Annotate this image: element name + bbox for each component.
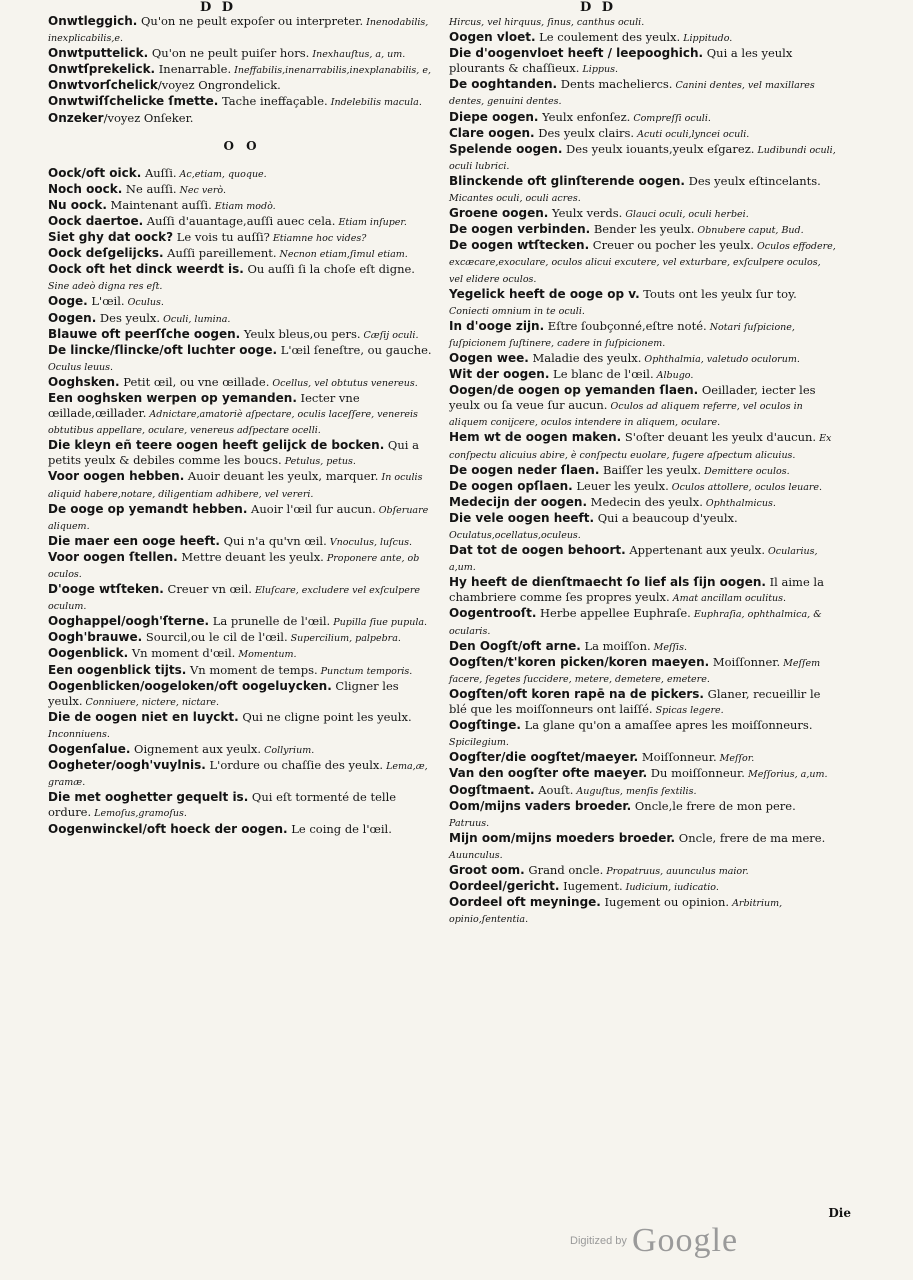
french-gloss: Appertenant aux yeulx. <box>625 543 765 558</box>
dictionary-entry <box>449 718 837 750</box>
dictionary-entry <box>449 77 837 109</box>
latin-gloss: Collyrium. <box>261 745 315 757</box>
headword: Siet ghy dat oock? <box>48 230 174 245</box>
headword: Oogenwinckel/oft hoeck der oogen. <box>48 821 288 836</box>
french-gloss: Touts ont les yeulx ſur toy. <box>639 286 797 301</box>
headword: Voor oogen ſtellen. <box>48 549 178 564</box>
french-gloss: Ou auſſi ſi la choſe eſt digne. <box>243 262 415 277</box>
latin-gloss: Lippitudo. <box>680 33 733 45</box>
french-gloss: La glane qu'on a amaſſee apres les moiſſonneurs. <box>520 718 813 733</box>
dictionary-entry <box>48 62 436 78</box>
latin-gloss: Micantes oculi, oculi acres. <box>449 193 581 205</box>
dictionary-entry <box>48 182 436 198</box>
french-gloss: L'ordure ou chaſſie des yeulx. <box>205 758 384 773</box>
latin-gloss: Ophthalmicus. <box>702 497 776 509</box>
latin-gloss: Demittere oculos. <box>701 465 790 477</box>
french-gloss: /voyez Ongrondelick. <box>157 78 281 93</box>
headword: Van den oogſter ofte maeyer. <box>449 766 648 781</box>
headword: Die met ooghetter gequelt is. <box>48 790 249 805</box>
french-gloss: Qui a les yeulx plourants & chaſſieux. <box>449 46 793 76</box>
french-gloss: Yeulx bleus,ou pers. <box>240 326 361 341</box>
headword: Die vele oogen heeft. <box>449 510 595 525</box>
dictionary-entry <box>48 294 436 310</box>
french-gloss: Qui a beaucoup d'yeulx. <box>594 510 738 525</box>
headword: Diepe oogen. <box>449 109 539 124</box>
french-gloss: S'oſter deuant les yeulx d'aucun. <box>621 430 817 445</box>
latin-gloss: Spicilegium. <box>449 737 509 749</box>
latin-gloss: Etiamne hoc vides? <box>269 233 367 245</box>
french-gloss: Yeulx enfonſez. <box>538 109 631 124</box>
dictionary-entry <box>449 430 837 462</box>
french-gloss: Auſſi d'auantage,auſſi auec cela. <box>143 213 336 228</box>
left-column <box>48 14 436 838</box>
latin-gloss: Glauci oculi, oculi herbei. <box>622 209 749 221</box>
headword: Die d'oogenvloet heeft / leepooghich. <box>449 46 704 61</box>
headword: Oogen wee. <box>449 350 529 365</box>
french-gloss: Le coulement des yeulx. <box>535 30 681 45</box>
latin-gloss: Ludibundi oculi, oculi lubrici. <box>449 144 836 172</box>
headword: Oordeel oft meyninge. <box>449 895 601 910</box>
latin-gloss: Momentum. <box>235 649 297 661</box>
french-gloss: Creuer vn œil. <box>163 582 252 597</box>
latin-gloss: Necnon etiam,ſimul etiam. <box>276 249 408 261</box>
headword: Wit der oogen. <box>449 367 550 382</box>
latin-gloss: Vnoculus, luſcus. <box>326 536 412 548</box>
digitized-watermark <box>570 1222 738 1260</box>
latin-gloss: Meſſem facere, ſegetes ſuccidere, metere, demetere, emetere. <box>449 657 821 685</box>
latin-gloss: Acuti oculi,lyncei oculi. <box>634 128 750 140</box>
latin-gloss: Adnictare,amatoriè aſpectare, oculis laceſſere, venereis obtutibus appellare, oculare, venereus adſpectare ocelli. <box>48 409 418 437</box>
dictionary-entry <box>449 575 837 606</box>
headword: De oogen wtſtecken. <box>449 238 590 253</box>
latin-gloss: Nec verò. <box>176 184 226 196</box>
dictionary-entry <box>48 311 436 327</box>
latin-gloss: Etiam inſuper. <box>335 216 407 228</box>
latin-gloss: Sine adeò digna res eſt. <box>48 281 163 293</box>
latin-gloss: Etiam modò. <box>211 200 276 212</box>
headword: Medecijn der oogen. <box>449 494 588 509</box>
latin-gloss: Coniecti omnium in te oculi. <box>449 305 585 317</box>
dictionary-entry <box>449 495 837 511</box>
headword: Ooge. <box>48 294 88 309</box>
latin-gloss: Oculi, lumina. <box>160 313 231 325</box>
french-gloss: Qu'on ne peult expoſer ou interpreter. <box>137 14 364 28</box>
dictionary-entry <box>449 687 837 718</box>
headword: Oogentrooſt. <box>449 606 537 621</box>
headword: De ooghtanden. <box>449 77 558 92</box>
dictionary-entry <box>48 246 436 262</box>
headword: Spelende oogen. <box>449 141 563 156</box>
headword: Hy heeft de dienſtmaecht ſo lief als ſijn oogen. <box>449 575 766 590</box>
dictionary-entry <box>48 710 436 742</box>
dictionary-entry <box>449 126 837 142</box>
dictionary-entry <box>48 742 436 758</box>
headword: Groene oogen. <box>449 206 549 221</box>
headword: Oock deſgelijcks. <box>48 246 164 261</box>
headword: Onwtvorſchelick <box>48 78 158 93</box>
headword: De oogen verbinden. <box>449 222 591 237</box>
headword: Nu oock. <box>48 197 107 212</box>
french-gloss: Le coing de l'œil. <box>287 821 392 836</box>
dictionary-entry <box>48 438 436 469</box>
french-gloss: Baiſſer les yeulx. <box>599 462 702 477</box>
french-gloss: Oignement aux yeulx. <box>130 742 262 757</box>
latin-gloss: Auguſtus, menſis ſextilis. <box>573 785 697 797</box>
dictionary-entry <box>449 606 837 638</box>
dictionary-entry <box>48 46 436 62</box>
french-gloss: Qui eſt tormenté de telle ordure. <box>48 790 397 820</box>
headword: D'ooge wtſteken. <box>48 582 164 597</box>
dictionary-entry <box>48 630 436 646</box>
dictionary-entry <box>449 367 837 383</box>
headword: De lincke/ſlincke/oft luchter ooge. <box>48 342 278 357</box>
dictionary-entry <box>449 174 837 206</box>
dictionary-entry <box>449 766 837 782</box>
latin-gloss: Obnubere caput, Bud. <box>694 225 804 237</box>
latin-gloss: Supercilium, palpebra. <box>287 633 401 645</box>
dictionary-entry <box>449 655 837 687</box>
latin-gloss: Pupilla ſiue pupula. <box>330 617 428 629</box>
latin-gloss: Inconniuens. <box>48 728 110 740</box>
latin-gloss: Meſſor. <box>716 753 755 765</box>
french-gloss: Creuer ou pocher les yeulx. <box>589 238 754 253</box>
latin-gloss: Petulus, petus. <box>281 456 356 468</box>
dictionary-entry <box>48 198 436 214</box>
dictionary-entry <box>48 646 436 662</box>
french-gloss: Oeillader, iecter les yeulx ou ſa veue ſur aucun. <box>449 383 816 413</box>
headword: De oogen neder ſlaen. <box>449 462 600 477</box>
dictionary-entry <box>449 831 837 863</box>
headword: Oom/mijns vaders broeder. <box>449 798 632 813</box>
headword: Oordeel/gericht. <box>449 879 560 894</box>
french-gloss: Iugement ou opinion. <box>600 895 730 910</box>
dictionary-entry <box>449 895 837 927</box>
french-gloss: L'œil. <box>87 294 125 309</box>
french-gloss: Iugement. <box>559 879 623 894</box>
dictionary-entry <box>449 319 837 351</box>
latin-gloss: In oculis aliquid habere,notare, diligentiam adhibere, vel vereri. <box>48 472 423 500</box>
french-gloss: Cligner les yeulx. <box>48 678 399 708</box>
headword: Oogſtmaent. <box>449 782 535 797</box>
dictionary-entry <box>48 758 436 790</box>
french-gloss: Qui ne cligne point les yeulx. <box>238 709 412 724</box>
french-gloss: Vn moment de temps. <box>186 662 318 677</box>
dictionary-entry <box>48 94 436 110</box>
dictionary-entry <box>48 822 436 838</box>
french-gloss: Le blanc de l'œil. <box>549 367 654 382</box>
headword: Hem wt de oogen maken. <box>449 430 622 445</box>
latin-gloss: Compreſſi oculi. <box>630 112 711 124</box>
latin-gloss: Oculos attollere, oculos leuare. <box>668 481 823 493</box>
headword: Oogenblick. <box>48 646 129 661</box>
latin-gloss: Ophthalmia, valetudo oculorum. <box>641 353 800 365</box>
latin-gloss: Meſſis. <box>650 641 687 653</box>
latin-gloss: Inenodabilis, inexplicabilis,e. <box>48 17 429 45</box>
french-gloss: Moiſſonneur. <box>638 750 717 765</box>
headword: Oogſten/oft koren rapē na de pickers. <box>449 686 704 701</box>
headword: Den Oogſt/oft arne. <box>449 638 581 653</box>
headword: Oogenſalue. <box>48 742 131 757</box>
latin-gloss: Arbitrium, opinio,ſententia. <box>449 898 783 926</box>
dictionary-entry <box>449 142 837 174</box>
running-header-left: D D <box>200 0 237 15</box>
dictionary-entry <box>48 550 436 582</box>
latin-gloss: Ex conſpectu alicuius abire, è conſpectu euolare, fugere aſpectum alicuius. <box>449 433 832 461</box>
dictionary-entry <box>449 783 837 799</box>
french-gloss: Auoir deuant les yeulx, marquer. <box>184 469 379 484</box>
dictionary-entry <box>449 799 837 831</box>
french-gloss: Tache ineffaçable. <box>218 94 328 109</box>
dictionary-entry <box>449 479 837 495</box>
latin-gloss: Hircus, vel hirquus, ſinus, canthus oculi. <box>449 17 645 28</box>
french-gloss: Des yeulx clairs. <box>534 125 635 140</box>
french-gloss: Le vois tu auſſi? <box>173 230 270 245</box>
watermark-prefix: Digitized by <box>570 1235 627 1247</box>
latin-gloss: Auunculus. <box>449 849 503 861</box>
latin-gloss: Ocellus, vel obtutus venereus. <box>269 377 418 389</box>
latin-gloss: Punctum temporis. <box>317 665 413 677</box>
french-gloss: Des yeulx eſtincelants. <box>684 173 821 188</box>
latin-gloss: Canini dentes, vel maxillares dentes, genuini dentes. <box>449 80 815 108</box>
headword: Voor oogen hebben. <box>48 469 185 484</box>
latin-gloss: Patruus. <box>449 817 490 829</box>
french-gloss: Leuer les yeulx. <box>572 478 669 493</box>
headword: Onwtputtelick. <box>48 46 149 61</box>
dictionary-entry <box>48 469 436 501</box>
headword: Oogſten/t'koren picken/koren maeyen. <box>449 654 710 669</box>
headword: Oogh'brauwe. <box>48 630 143 645</box>
french-gloss: Oncle,le frere de mon pere. <box>631 798 796 813</box>
french-gloss: Il aime la chambriere comme ſes propres yeulx. <box>449 575 824 605</box>
headword: Clare oogen. <box>449 125 535 140</box>
headword: Onwtwiſſchelicke ſmette. <box>48 94 219 109</box>
french-gloss: Petit œil, ou vne œillade. <box>119 374 270 389</box>
latin-gloss: Ac,etiam, quoque. <box>176 168 267 180</box>
section-marker: O O <box>223 138 261 153</box>
headword: Onwtleggich. <box>48 14 138 28</box>
french-gloss: Maintenant auſſi. <box>106 197 212 212</box>
french-gloss: Mettre deuant les yeulx. <box>177 549 324 564</box>
latin-gloss: Cæſij oculi. <box>360 329 419 341</box>
dictionary-entry <box>449 463 837 479</box>
french-gloss: La prunelle de l'œil. <box>209 614 331 629</box>
dictionary-entry <box>449 863 837 879</box>
french-gloss: Maladie des yeulx. <box>528 350 642 365</box>
dictionary-entry <box>449 543 837 575</box>
french-gloss: Auſſi. <box>141 165 177 180</box>
french-gloss: Eſtre ſoubçonné,eſtre noté. <box>544 318 707 333</box>
latin-gloss: Inexhauſtus, a, um. <box>309 49 406 61</box>
latin-gloss: Oculatus,ocellatus,oculeus. <box>449 530 581 541</box>
french-gloss: Aouſt. <box>534 782 574 797</box>
french-gloss: La moiſſon. <box>580 638 651 653</box>
dictionary-entry <box>449 14 837 30</box>
dictionary-entry <box>48 582 436 614</box>
latin-gloss: Notari ſuſpicione, ſuſpicionem ſuſtinere, cadere in ſuſpicionem. <box>449 321 795 349</box>
dictionary-entry <box>449 110 837 126</box>
headword: Ooghappel/oogh'ſterne. <box>48 614 210 629</box>
french-gloss: Dents macheliercs. <box>557 77 673 92</box>
dictionary-entry <box>48 343 436 375</box>
latin-gloss: Lema,æ, gramæ. <box>48 761 428 789</box>
dictionary-entry <box>449 511 837 543</box>
headword: Ooghsken. <box>48 374 120 389</box>
headword: Yegelick heeft de ooge op v. <box>449 286 640 301</box>
headword: Een oogenblick tijts. <box>48 662 187 677</box>
dictionary-entry <box>48 230 436 246</box>
headword: Een ooghsken werpen op yemanden. <box>48 390 297 405</box>
latin-gloss: Lippus. <box>579 64 618 76</box>
dictionary-entry <box>449 383 837 430</box>
french-gloss: Qui a petits yeulx & debiles comme les boucs. <box>48 438 419 468</box>
latin-gloss: Oculos effodere, excæcare,exoculare, oculos alicui excutere, vel exturbare, exſculpere oculos, vel elidere oculos. <box>449 241 836 285</box>
dictionary-entry <box>449 206 837 222</box>
french-gloss: Du moiſſonneur. <box>647 766 745 781</box>
dictionary-entry <box>449 287 837 319</box>
headword: Oock daertoe. <box>48 213 144 228</box>
headword: Oogen/de oogen op yemanden ſlaen. <box>449 383 699 398</box>
latin-gloss: Oculus. <box>124 297 164 309</box>
dictionary-entry <box>48 679 436 710</box>
french-gloss: Ne auſſi. <box>122 181 177 196</box>
french-gloss: L'œil ſeneſtre, ou gauche. <box>277 342 432 357</box>
dictionary-entry <box>48 111 436 127</box>
latin-gloss: Indelebilis macula. <box>327 97 422 109</box>
french-gloss: /voyez Onſeker. <box>103 110 194 125</box>
dictionary-entry <box>48 166 436 182</box>
latin-gloss: Ineffabilis,inenarrabilis,inexplanabilis, e, <box>231 65 431 77</box>
headword: Noch oock. <box>48 181 123 196</box>
catchword: Die <box>828 1206 851 1220</box>
latin-gloss: Spicas legere. <box>652 705 724 717</box>
latin-gloss: Eluſcare, excludere vel exſculpere oculum. <box>48 585 420 613</box>
dictionary-entry <box>48 391 436 438</box>
french-gloss: Des yeulx. <box>96 310 161 325</box>
latin-gloss: Meſſorius, a,um. <box>744 769 828 781</box>
dictionary-entry <box>48 663 436 679</box>
google-logo: Google <box>631 1222 739 1259</box>
headword: Mijn oom/mijns moeders broeder. <box>449 830 676 845</box>
dictionary-entry <box>48 375 436 391</box>
right-column <box>449 14 837 927</box>
headword: Oogſter/die oogſtet/maeyer. <box>449 750 639 765</box>
dictionary-entry <box>48 327 436 343</box>
french-gloss: Des yeulx iouants,yeulx eſgarez. <box>562 141 755 156</box>
latin-gloss: Amat ancillam oculitus. <box>669 593 787 605</box>
headword: Oock/oft oick. <box>48 165 142 180</box>
latin-gloss: Proponere ante, ob oculos. <box>48 552 420 580</box>
latin-gloss: Conniuere, nictere, nictare. <box>82 696 220 708</box>
headword: Groot oom. <box>449 862 525 877</box>
headword: Die de oogen niet en luyckt. <box>48 709 239 724</box>
dictionary-entry <box>48 502 436 534</box>
latin-gloss: Propatruus, auunculus maior. <box>603 865 749 877</box>
french-gloss: Grand oncle. <box>524 862 604 877</box>
headword: Oock oft het dinck weerdt is. <box>48 262 244 277</box>
dictionary-entry <box>48 262 436 294</box>
french-gloss: Oncle, frere de ma mere. <box>675 830 826 845</box>
french-gloss: Yeulx verds. <box>548 206 623 221</box>
dictionary-entry <box>48 614 436 630</box>
french-gloss: Vn moment d'œil. <box>128 646 236 661</box>
french-gloss: Qu'on ne peult puiſer hors. <box>148 46 310 61</box>
latin-gloss: Ocularius, a,um. <box>449 546 818 574</box>
dictionary-entry <box>48 14 436 46</box>
french-gloss: Inenarrable. <box>155 62 232 77</box>
dictionary-entry <box>48 790 436 821</box>
french-gloss: Iecter vne œillade,œillader. <box>48 390 360 421</box>
headword: Onzeker <box>48 110 104 125</box>
running-header-right: D D <box>580 0 617 15</box>
headword: Die kleyn eñ teere oogen heeft gelijck de bocken. <box>48 438 385 453</box>
french-gloss: Moiſſonner. <box>709 654 781 669</box>
headword: Oogheter/oogh'vuylnis. <box>48 758 206 773</box>
headword: Dat tot de oogen behoort. <box>449 543 626 558</box>
french-gloss: Bender les yeulx. <box>590 222 695 237</box>
headword: Die maer een ooge heeft. <box>48 533 220 548</box>
french-gloss: Medecin des yeulx. <box>587 494 703 509</box>
french-gloss: Qui n'a qu'vn œil. <box>219 533 327 548</box>
headword: Onwtſprekelick. <box>48 62 156 77</box>
headword: Blauwe oft peerſſche oogen. <box>48 326 241 341</box>
dictionary-entry <box>449 222 837 238</box>
french-gloss: Sourcil,ou le cil de l'œil. <box>142 630 288 645</box>
dictionary-entry <box>449 879 837 895</box>
french-gloss: Auſſi pareillement. <box>163 246 277 261</box>
french-gloss: Herbe appellee Euphraſe. <box>536 606 691 621</box>
headword: Oogenblicken/oogeloken/oft oogeluycken. <box>48 678 332 693</box>
french-gloss: Glaner, recueillir le blé que les moiſſonneurs ont laiſſé. <box>449 686 821 717</box>
dictionary-entry <box>48 534 436 550</box>
dictionary-entry <box>449 30 837 46</box>
latin-gloss: Lemoſus,gramoſus. <box>91 808 187 820</box>
dictionary-entry <box>48 78 436 94</box>
dictionary-entry <box>48 214 436 230</box>
latin-gloss: Albugo. <box>653 370 694 382</box>
dictionary-entry <box>449 750 837 766</box>
headword: Blinckende oft glinſterende oogen. <box>449 173 685 188</box>
headword: Oogen vloet. <box>449 30 536 45</box>
headword: De ooge op yemandt hebben. <box>48 501 248 516</box>
headword: In d'ooge zijn. <box>449 318 545 333</box>
dictionary-entry <box>449 639 837 655</box>
dictionary-entry <box>449 46 837 77</box>
latin-gloss: Obſeruare aliquem. <box>48 504 429 532</box>
headword: De oogen opſlaen. <box>449 478 573 493</box>
french-gloss: Auoir l'œil ſur aucun. <box>247 501 376 516</box>
latin-gloss: Iudicium, iudicatio. <box>622 882 719 894</box>
latin-gloss: Oculus leuus. <box>48 361 114 373</box>
dictionary-entry <box>449 351 837 367</box>
latin-gloss: Oculos ad aliquem referre, vel oculos in aliquem conijcere, oculos intendere in aliquem, oculare. <box>449 401 803 429</box>
headword: Oogſtinge. <box>449 718 521 733</box>
latin-gloss: Euphraſia, ophthalmica, & ocularis. <box>449 609 822 637</box>
dictionary-entry <box>449 238 837 286</box>
headword: Oogen. <box>48 310 97 325</box>
